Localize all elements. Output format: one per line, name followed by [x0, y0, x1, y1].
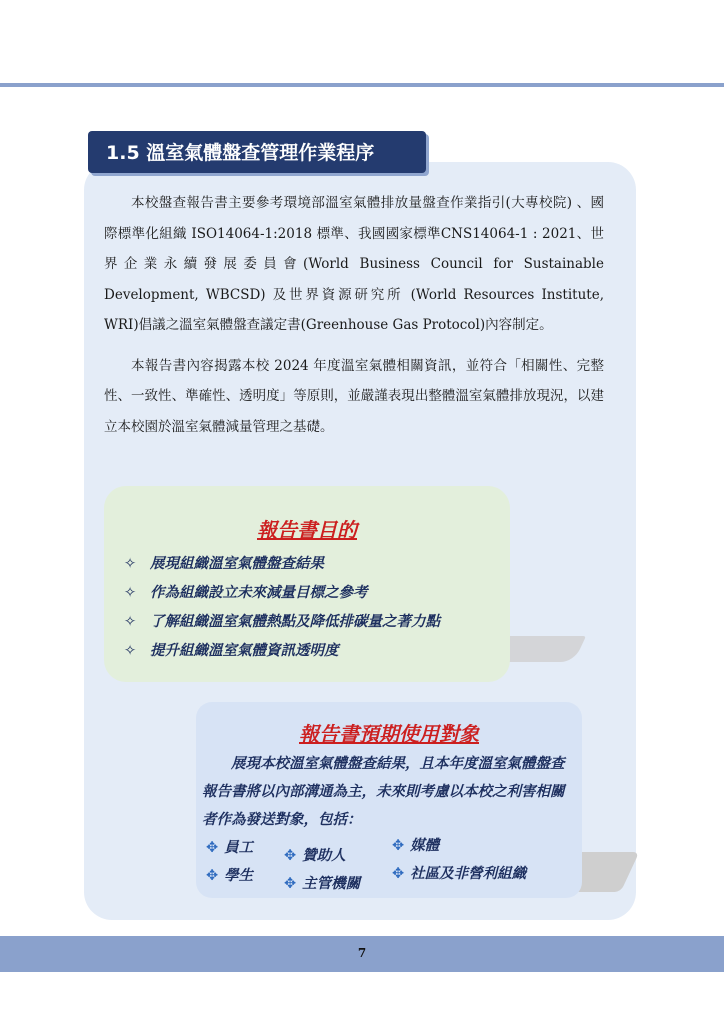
- audience-item-community: ✥ 社區及非營利組織: [392, 866, 527, 882]
- purpose-list: [124, 550, 440, 666]
- top-divider: [0, 83, 724, 87]
- intro-paragraph-1: 本校盤查報告書主要參考環境部溫室氣體排放量盤查作業指引(大專校院) 、國際標準化組織 ISO14064-1:2018 標準、我國國家標準CNS14064-1 : 2021、世界企業永續發展委員會(World Business Council for Sustainable Development, WBCSD) 及世界資源研究所 (World Resources Institute, WRI)倡議之溫室氣體盤查議定書(Greenhouse Gas Protocol)內容制定。: [104, 195, 604, 333]
- section-header: [88, 131, 426, 173]
- audience-item-students: ✥ 學生: [206, 868, 254, 884]
- bullet-icon: ✥: [206, 868, 219, 884]
- bullet-icon: ✥: [392, 838, 405, 854]
- diamond-bullet-icon: ✧: [124, 556, 137, 572]
- intro-paragraph-2: 本報告書內容揭露本校 2024 年度溫室氣體相關資訊，並符合「相關性、完整性、一致性、準確性、透明度」等原則，並嚴謹表現出整體溫室氣體排放現況，以建立本校園於溫室氣體減量管理之基礎。: [104, 357, 604, 435]
- list-item: ✧ 作為組織設立未來減量目標之參考: [124, 579, 440, 608]
- bullet-icon: ✥: [392, 866, 405, 882]
- purpose-title: 報告書目的: [257, 518, 357, 542]
- list-item: ✧ 提升組織溫室氣體資訊透明度: [124, 637, 440, 666]
- diamond-bullet-icon: ✧: [124, 585, 137, 601]
- audience-item-employees: ✥ 員工: [206, 840, 254, 856]
- audience-box: [196, 702, 582, 898]
- list-item: ✧ 了解組織溫室氣體熱點及降低排碳量之著力點: [124, 608, 440, 637]
- audience-title: 報告書預期使用對象: [299, 722, 479, 746]
- diamond-bullet-icon: ✧: [124, 643, 137, 659]
- audience-item-sponsors: ✥ 贊助人: [284, 848, 346, 864]
- list-item: ✧ 展現組織溫室氣體盤查結果: [124, 550, 440, 579]
- audience-item-authorities: ✥ 主管機關: [284, 876, 361, 892]
- page-number: 7: [357, 946, 367, 960]
- purpose-box: [104, 486, 510, 682]
- audience-item-media: ✥ 媒體: [392, 838, 440, 854]
- diamond-bullet-icon: ✧: [124, 614, 137, 630]
- bullet-icon: ✥: [206, 840, 219, 856]
- bullet-icon: ✥: [284, 876, 297, 892]
- bullet-icon: ✥: [284, 848, 297, 864]
- audience-description: 展現本校溫室氣體盤查結果，且本年度溫室氣體盤查報告書將以內部溝通為主，未來則考慮以本校之利害相關者作為發送對象，包括：: [202, 756, 565, 828]
- intro-text: [104, 188, 604, 452]
- section-title: 1.5 溫室氣體盤查管理作業程序: [106, 142, 375, 164]
